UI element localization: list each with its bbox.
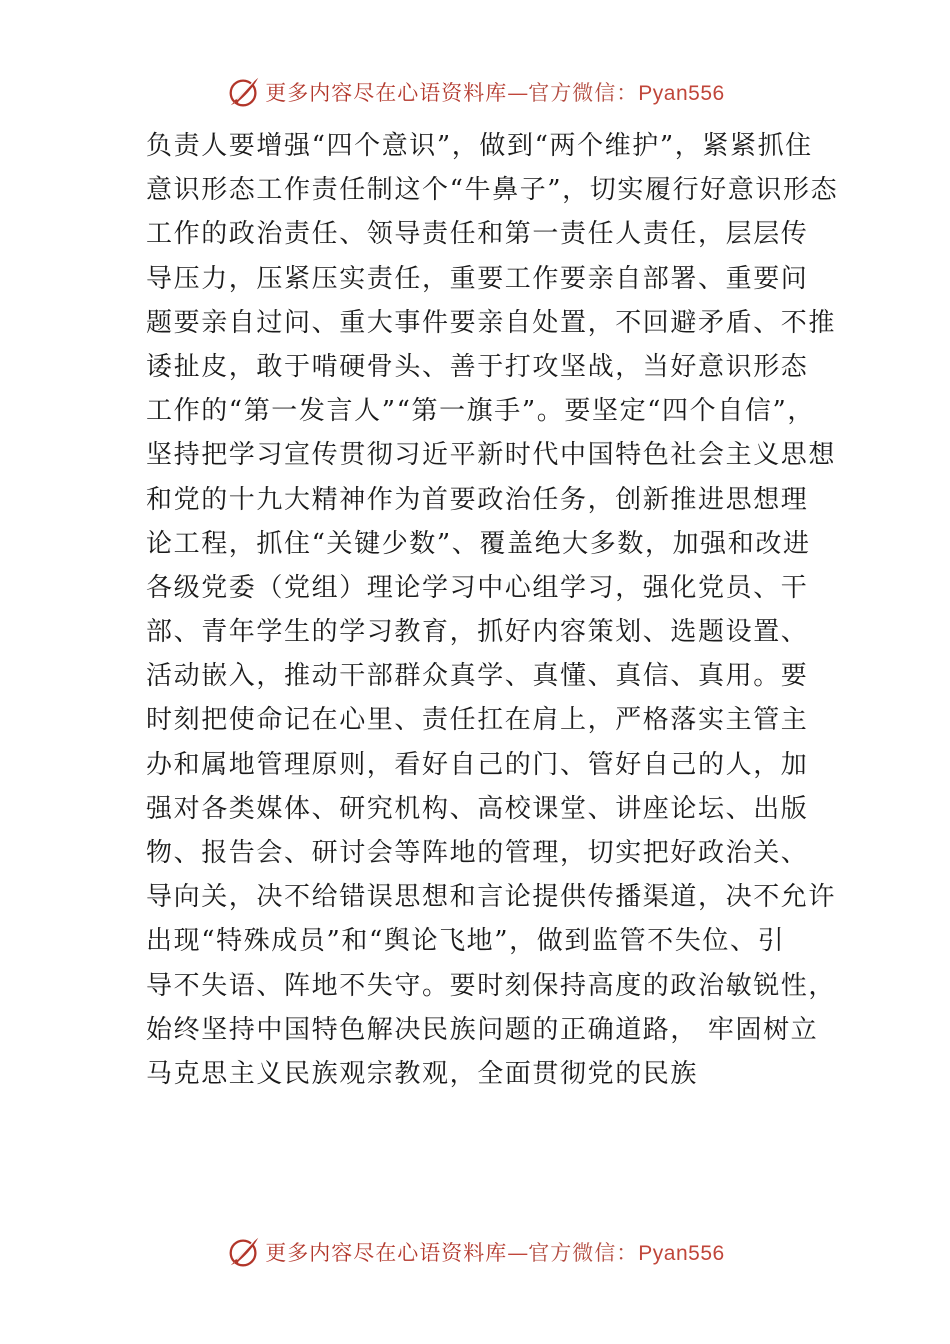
footer-brand: 更多内容尽在心语资料库 — [265, 1241, 508, 1265]
body-line: 强对各类媒体、研究机构、高校课堂、讲座论坛、出版 — [146, 793, 809, 824]
body-line: 马克思主义民族观宗教观，全面贯彻党的民族 — [146, 1058, 699, 1089]
body-line: 始终坚持中国特色解决民族问题的正确道路， 牢固树立 — [146, 1014, 819, 1045]
quill-pen-logo-icon — [225, 73, 263, 111]
body-line: 各级党委（党组）理论学习中心组学习，强化党员、干 — [146, 572, 809, 603]
body-line: 时刻把使命记在心里、责任扛在肩上，严格落实主管主 — [146, 705, 809, 736]
body-line: 导向关，决不给错误思想和言论提供传播渠道，决不允许 — [146, 882, 837, 913]
header-banner-text — [265, 77, 724, 107]
body-line: 和党的十九大精神作为首要政治任务，创新推进思想理 — [146, 484, 809, 515]
body-line: 物、报告会、研讨会等阵地的管理，切实把好政治关、 — [146, 838, 809, 868]
body-line: 负责人要增强“四个意识”，做到“两个维护”，紧紧抓住 — [146, 131, 813, 161]
footer-banner — [0, 1232, 950, 1272]
quill-pen-logo-icon — [225, 1233, 263, 1271]
body-line: 部、青年学生的学习教育，抓好内容策划、选题设置、 — [146, 617, 809, 648]
body-line: 工作的政治责任、领导责任和第一责任人责任，层层传 — [146, 219, 809, 250]
body-line: 导不失语、阵地不失守。要时刻保持高度的政治敏锐性， — [146, 970, 837, 1001]
body-line: 坚持把学习宣传贯彻习近平新时代中国特色社会主义思想 — [146, 440, 837, 471]
footer-wechat-id: Pyan556 — [638, 1242, 725, 1265]
body-line: 意识形态工作责任制这个“牛鼻子”，切实履行好意识形态 — [146, 175, 839, 206]
body-line: 论工程，抓住“关键少数”、覆盖绝大多数，加强和改进 — [146, 528, 811, 559]
header-brand: 更多内容尽在心语资料库 — [265, 81, 508, 105]
document-body — [146, 124, 839, 1096]
header-banner — [0, 72, 950, 112]
body-line: 办和属地管理原则，看好自己的门、管好自己的人，加 — [146, 749, 809, 780]
header-separator: — — [507, 81, 529, 105]
body-line: 诿扯皮，敢于啃硬骨头、善于打攻坚战，当好意识形态 — [146, 351, 809, 382]
body-line: 导压力，压紧压实责任，重要工作要亲自部署、重要问 — [146, 263, 809, 294]
header-wechat-label: 官方微信： — [528, 81, 639, 105]
body-line: 工作的“第一发言人”“第一旗手”。要坚定“四个自信”， — [146, 396, 815, 427]
footer-banner-text — [265, 1237, 724, 1267]
body-line: 题要亲自过问、重大事件要亲自处置，不回避矛盾、不推 — [146, 307, 837, 338]
header-wechat-id: Pyan556 — [638, 82, 725, 105]
footer-wechat-label: 官方微信： — [528, 1241, 639, 1265]
footer-separator: — — [507, 1241, 529, 1265]
body-line: 出现“特殊成员”和“舆论飞地”，做到监管不失位、引 — [146, 926, 786, 957]
body-line: 活动嵌入，推动干部群众真学、真懂、真信、真用。要 — [146, 661, 809, 692]
